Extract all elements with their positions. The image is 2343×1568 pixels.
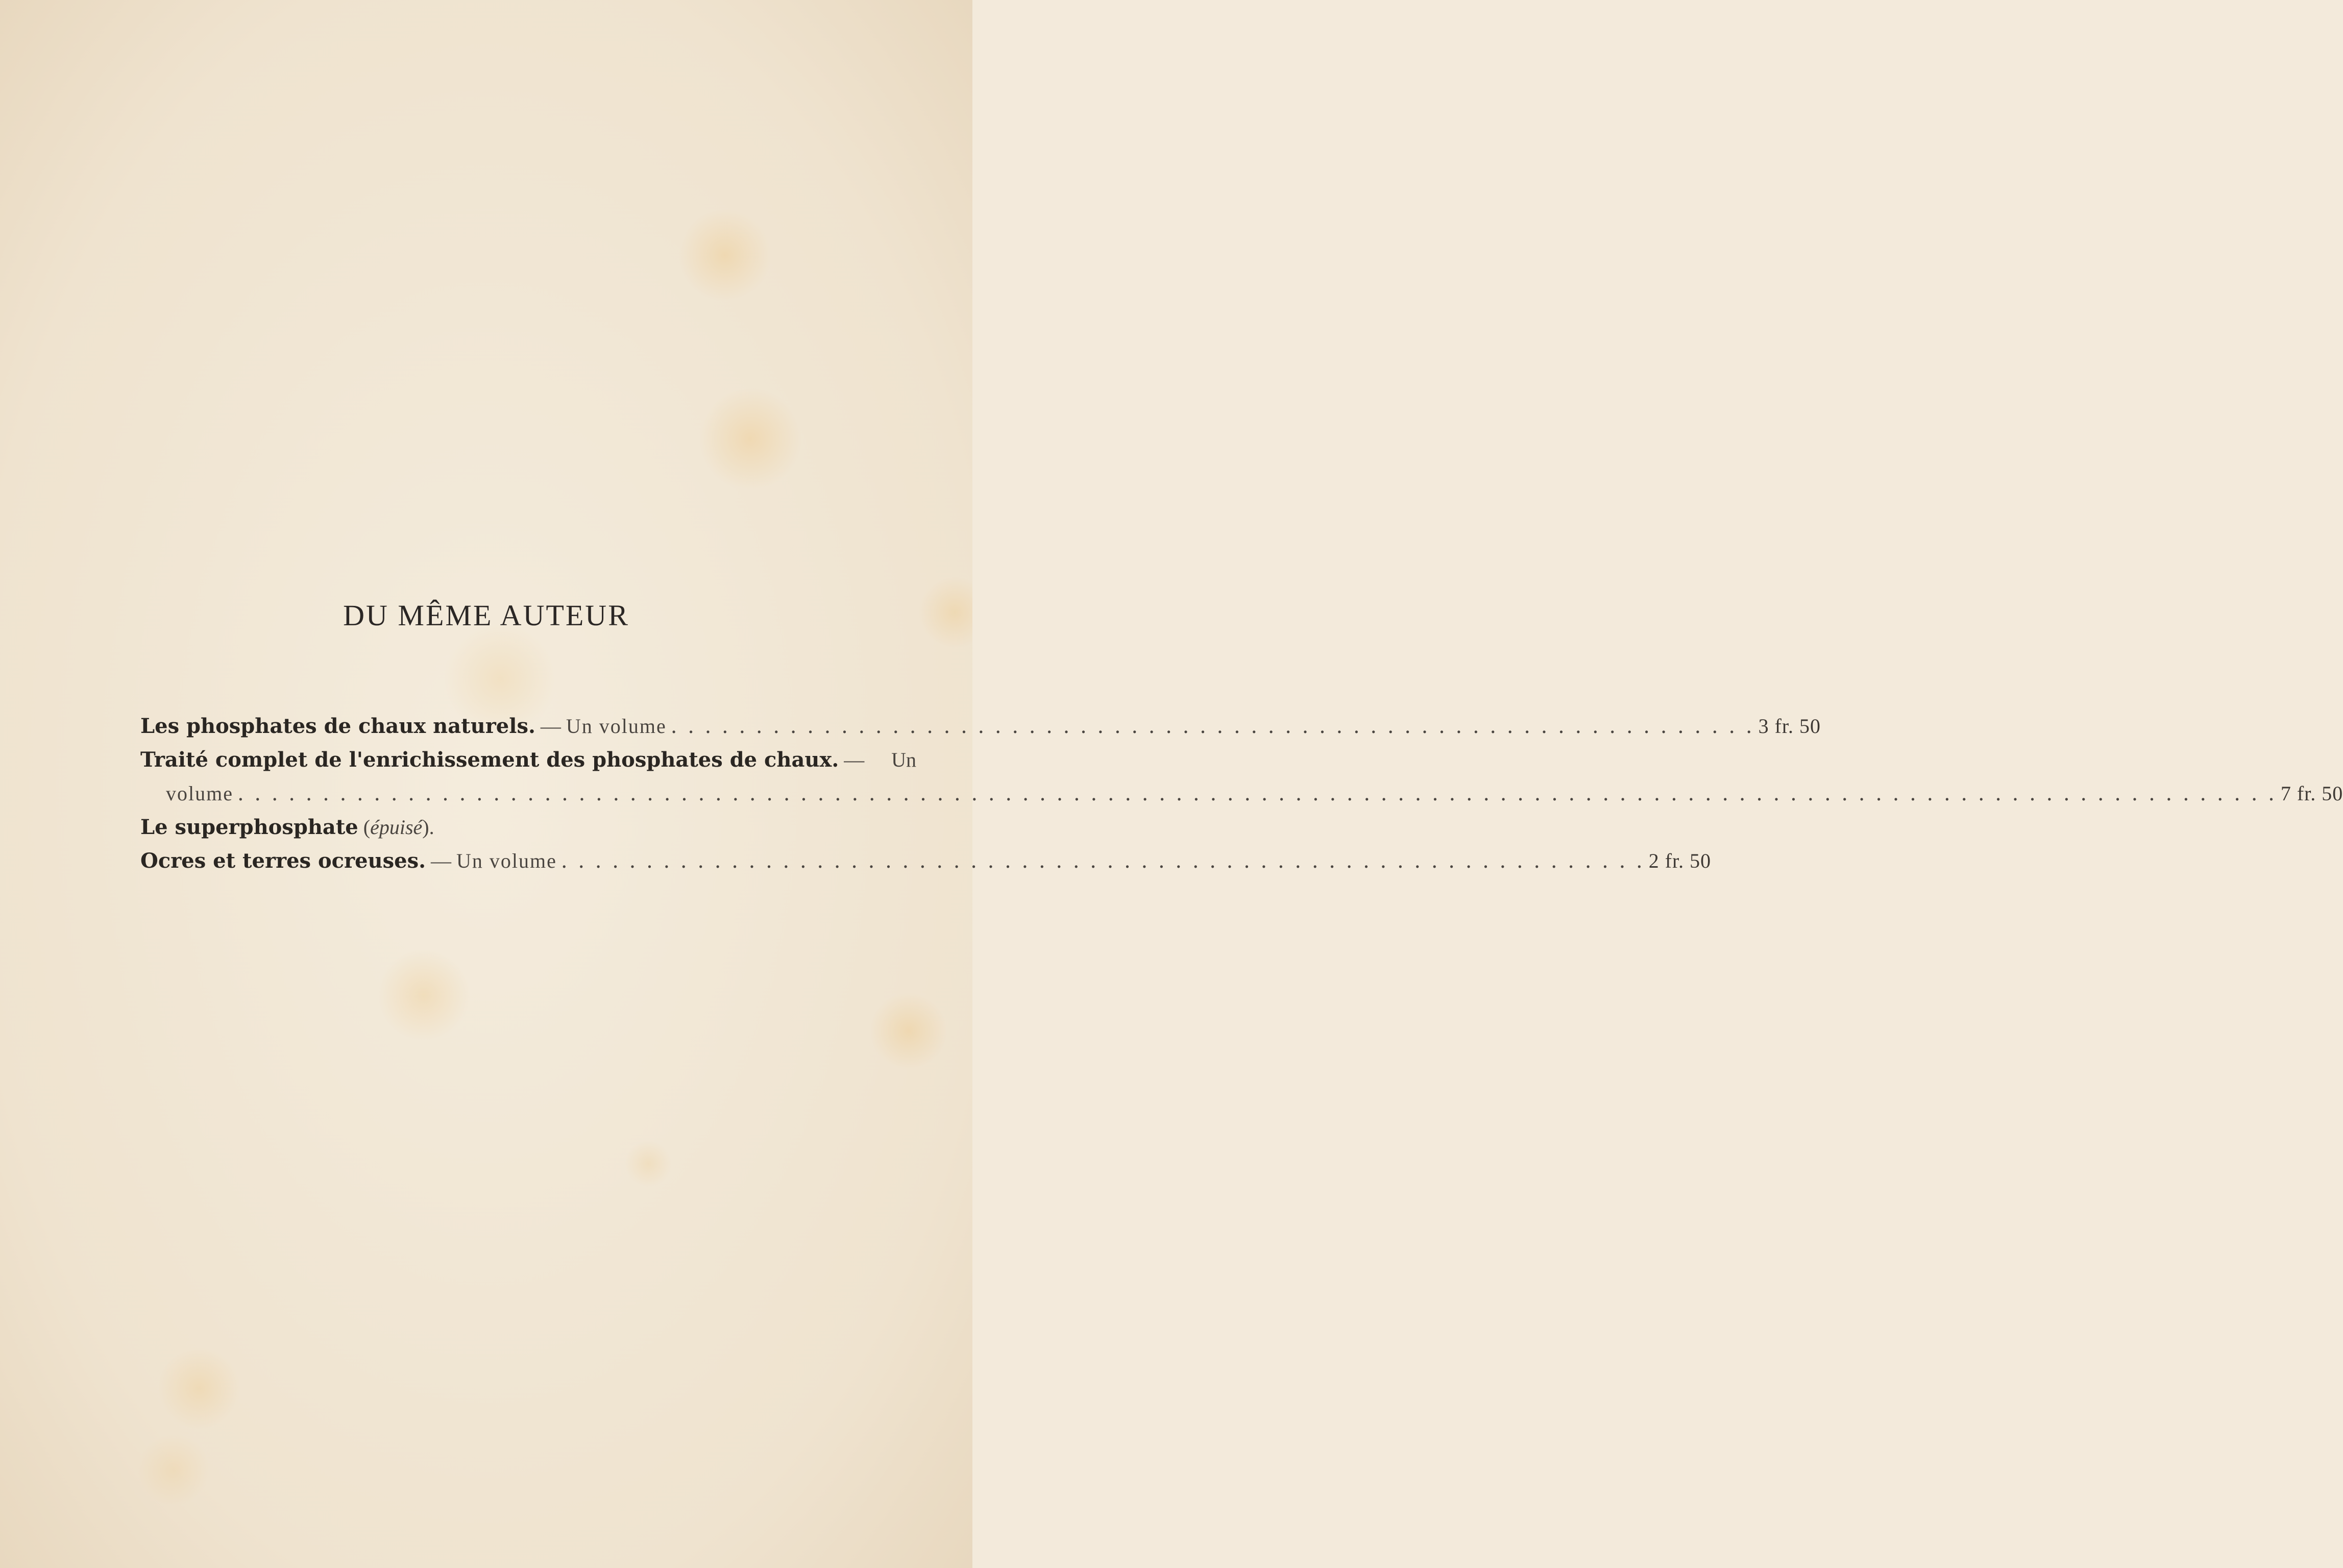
list-item	[140, 709, 1821, 743]
entry-separator: —	[535, 715, 566, 738]
entry-note-text: épuisé	[370, 816, 423, 839]
entry-price: 3 fr. 50	[1758, 715, 1821, 738]
entry-title: Traité complet de l'enrichissement des phosphates de chaux.	[140, 748, 839, 772]
dot-leader: . . . . . . . . . . . . . . . . . . . . . . . . . . . . . . . . . . . . . . . . . . . . . . . . . . . . . . . . . . . . . . . .	[670, 715, 1754, 738]
list-item	[140, 743, 916, 777]
entry-separator: —	[426, 849, 457, 872]
dot-leader: . . . . . . . . . . . . . . . . . . . . . . . . . . . . . . . . . . . . . . . . . . . . . . . . . . . . . . . . . . . . . . . .	[560, 849, 1645, 873]
entry-separator: —	[839, 748, 870, 771]
bibliography-list	[140, 709, 2343, 878]
entry-volume: Un volume	[566, 715, 667, 738]
entry-price: 7 fr. 50	[2280, 782, 2343, 805]
entry-volume: volume	[166, 782, 233, 805]
list-item-continuation	[140, 777, 2343, 811]
list-item	[140, 811, 916, 844]
dot-leader: . . . . . . . . . . . . . . . . . . . . . . . . . . . . . . . . . . . . . . . . . . . . . . . . . . . . . . . . . . . . . . . . . . . . . . . . . . . . . . . . . . . . . . . . . . . . . . . . . . . . . . . . . . . . . . . . . . . . . . . .	[237, 782, 2277, 805]
section-heading: DU MÊME AUTEUR	[343, 599, 629, 632]
entry-title: Ocres et terres ocreuses.	[140, 849, 426, 873]
entry-price: 2 fr. 50	[1648, 849, 1712, 872]
list-item	[140, 844, 1712, 878]
entry-volume-start: Un	[891, 748, 916, 771]
entry-volume: Un volume	[456, 849, 557, 872]
entry-title: Les phosphates de chaux naturels.	[140, 714, 535, 738]
entry-note: (épuisé).	[363, 816, 434, 839]
entry-title: Le superphosphate	[140, 815, 358, 839]
